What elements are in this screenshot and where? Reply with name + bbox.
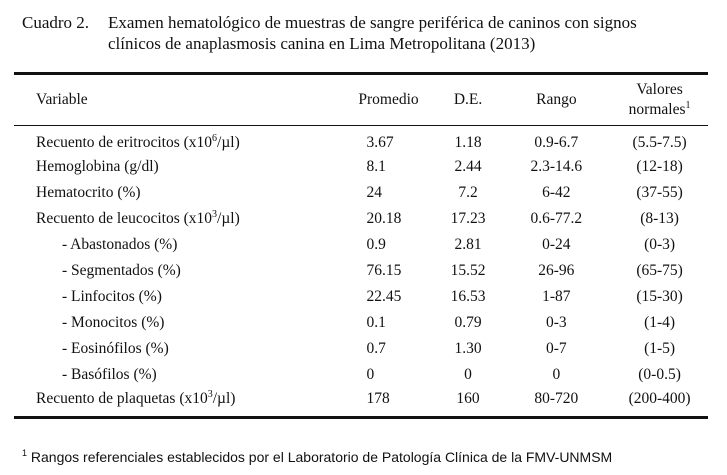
variable-label: Recuento de plaquetas (x10: [36, 390, 208, 407]
cell-valores: (1-4): [644, 314, 676, 331]
unit-exponent: 6: [212, 133, 218, 144]
cell-variable: [14, 206, 342, 232]
header-valores-normales: [611, 74, 708, 126]
variable-label: - Abastonados (%): [62, 236, 178, 253]
cell-variable: [14, 180, 342, 206]
cell-valores: (8-13): [640, 210, 679, 227]
table-row: [14, 180, 708, 206]
table-row: [14, 310, 708, 336]
cell-variable: [14, 336, 342, 362]
hematology-table: [14, 72, 708, 419]
cell-de: 17.23: [450, 210, 486, 227]
cell-de: 2.81: [454, 236, 482, 253]
header-promedio: Promedio: [358, 91, 419, 108]
variable-label: - Segmentados (%): [62, 262, 181, 279]
table-row: [14, 258, 708, 284]
cell-de: 160: [456, 390, 480, 407]
cell-valores: (37-55): [636, 184, 683, 201]
cell-rango: 0-3: [546, 314, 567, 331]
cell-de: 1.18: [454, 134, 482, 151]
table-caption: [22, 12, 712, 54]
cell-valores: (65-75): [636, 262, 683, 279]
cell-valores: (12-18): [636, 158, 683, 175]
cell-rango: 0-24: [542, 236, 571, 253]
footnote: [22, 449, 612, 465]
cell-promedio: 22.45: [366, 288, 402, 305]
cell-variable: [14, 388, 342, 418]
variable-label: - Eosinófilos (%): [62, 340, 169, 357]
cell-promedio: 0.9: [366, 236, 386, 253]
cell-promedio: 178: [366, 390, 390, 407]
unit-exponent: 3: [212, 209, 218, 220]
cell-valores: (0-0.5): [638, 366, 681, 383]
cell-valores: (15-30): [636, 288, 683, 305]
header-rango: Rango: [536, 91, 577, 108]
cell-promedio: 76.15: [366, 262, 402, 279]
footnote-text: Rangos referenciales establecidos por el Laboratorio de Patología Clínica de la FMV-UNMSM: [30, 449, 613, 465]
footnote-marker: 1: [22, 448, 28, 458]
cell-promedio: 0.7: [366, 340, 386, 357]
cell-de: 0.79: [454, 314, 482, 331]
cell-variable: [14, 310, 342, 336]
cell-valores: (1-5): [644, 340, 676, 357]
cell-rango: 80-720: [534, 390, 579, 407]
header-valores-line2: normales: [628, 101, 686, 118]
variable-label: Recuento de eritrocitos (x10: [36, 134, 213, 151]
table-row: [14, 126, 708, 155]
cell-variable: [14, 362, 342, 388]
variable-label: - Basófilos (%): [62, 366, 157, 383]
variable-label: - Linfocitos (%): [62, 288, 162, 305]
cell-de: 15.52: [450, 262, 486, 279]
header-de: D.E.: [453, 91, 483, 108]
cell-variable: [14, 154, 342, 180]
cell-de: 7.2: [458, 184, 478, 201]
cell-promedio: 24: [366, 184, 382, 201]
cell-variable: [14, 126, 342, 155]
variable-label: Recuento de leucocitos (x10: [36, 210, 213, 227]
header-footnote-marker: 1: [685, 100, 691, 111]
cell-rango: 2.3-14.6: [530, 158, 583, 175]
table-body: [14, 126, 708, 418]
cell-valores: (5.5-7.5): [632, 134, 687, 151]
cell-rango: 0-7: [546, 340, 567, 357]
variable-label: Hematocrito (%): [36, 184, 141, 201]
table-row: [14, 362, 708, 388]
header-variable: Variable: [36, 91, 88, 108]
table-row: [14, 336, 708, 362]
unit-exponent: 3: [207, 389, 213, 400]
header-valores-line1: Valores: [636, 81, 683, 98]
variable-label: - Monocitos (%): [62, 314, 165, 331]
cell-promedio: 0: [366, 366, 375, 383]
cell-rango: 0.9-6.7: [534, 134, 579, 151]
cell-rango: 1-87: [542, 288, 571, 305]
cell-rango: 26-96: [538, 262, 575, 279]
table-row: [14, 232, 708, 258]
table-row: [14, 284, 708, 310]
cell-rango: 6-42: [542, 184, 571, 201]
variable-unit: /µl): [217, 210, 240, 227]
caption-label: Cuadro 2.: [22, 13, 90, 32]
table-row: [14, 388, 708, 418]
variable-label: Hemoglobina (g/dl): [36, 158, 159, 175]
cell-rango: 0.6-77.2: [530, 210, 583, 227]
table-row: [14, 154, 708, 180]
cell-de: 0: [464, 366, 472, 383]
cell-promedio: 3.67: [366, 134, 394, 151]
variable-unit: /µl): [212, 390, 236, 407]
cell-de: 2.44: [454, 158, 482, 175]
cell-de: 1.30: [454, 340, 482, 357]
cell-variable: [14, 258, 342, 284]
cell-de: 16.53: [450, 288, 486, 305]
header-row: [14, 74, 708, 126]
variable-unit: /µl): [217, 134, 240, 151]
cell-variable: [14, 232, 342, 258]
cell-variable: [14, 284, 342, 310]
caption-line-1: Examen hematológico de muestras de sangre periférica de caninos con signos: [108, 13, 637, 32]
cell-promedio: 20.18: [366, 210, 402, 227]
table-row: [14, 206, 708, 232]
cell-rango: 0: [552, 366, 561, 383]
cell-valores: (200-400): [628, 390, 691, 407]
cell-promedio: 8.1: [366, 158, 386, 175]
cell-promedio: 0.1: [366, 314, 386, 331]
caption-line-2: clínicos de anaplasmosis canina en Lima Metropolitana (2013): [108, 34, 536, 53]
cell-valores: (0-3): [644, 236, 676, 253]
